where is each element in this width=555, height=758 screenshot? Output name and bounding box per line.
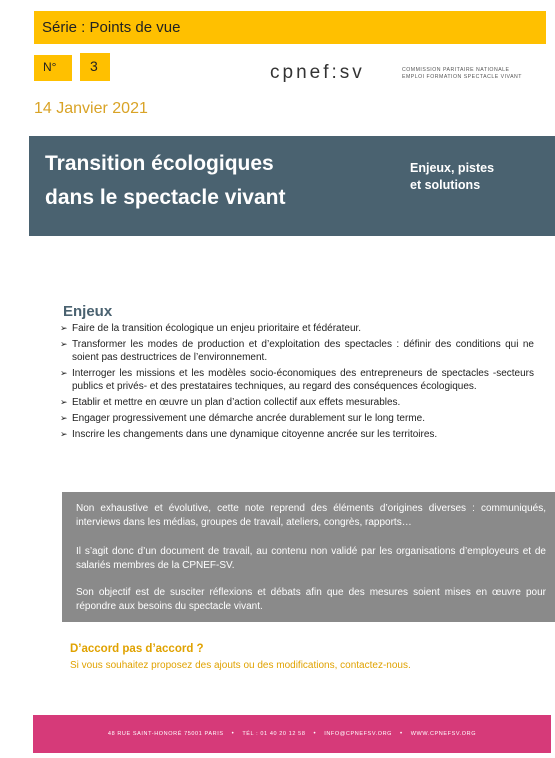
publication-date: 14 Janvier 2021 (34, 100, 148, 117)
document-subtitle-line-1: Enjeux, pistes (410, 161, 495, 175)
cpnef-logo-subtitle (402, 67, 522, 81)
list-item: ➢ Engager progressivement une démarche ancrée durablement sur le long terme. (60, 413, 425, 424)
enjeux-heading: Enjeux (63, 303, 113, 320)
arrow-bullet-icon: ➢ (60, 397, 68, 407)
footer-bar (33, 715, 551, 753)
arrow-bullet-icon: ➢ (60, 339, 68, 349)
note-paragraph-2: Il s’agit donc d’un document de travail, au contenu non validé par les organisations d’employeurs et de salariés membres de la CPNEF-SV. (76, 546, 546, 571)
arrow-bullet-icon: ➢ (60, 429, 68, 439)
feedback-heading: D’accord pas d’accord ? (70, 643, 204, 655)
footer-email[interactable]: INFO@CPNEFSV.ORG (324, 731, 393, 737)
enjeux-list (60, 322, 534, 444)
issue-number: 3 (90, 58, 98, 74)
list-item: ➢ Interroger les missions et les modèles socio-économiques des entrepreneurs de spectacles -secteurs publics et privés- et des prestataires techniques, au regard des conséquences écologiques. (60, 368, 534, 392)
footer-phone: TÉL : 01 40 20 12 58 (242, 731, 306, 737)
cpnef-logo: cpnef:sv (270, 62, 365, 83)
note-paragraph-1: Non exhaustive et évolutive, cette note reprend des éléments d’origines diverses : communiqués, interviews dans les médias, groupes de travail, ateliers, congrès, rapports… (76, 503, 546, 528)
footer-website[interactable]: WWW.CPNEFSV.ORG (410, 731, 477, 737)
list-item: ➢ Transformer les modes de production et d’exploitation des spectacles : définir des conditions qui ne soient pas destructrices de l’environnement. (60, 339, 534, 363)
feedback-text: Si vous souhaitez proposez des ajouts ou des modifications, contactez-nous. (70, 660, 411, 671)
arrow-bullet-icon: ➢ (60, 323, 68, 333)
arrow-bullet-icon: ➢ (60, 413, 68, 423)
separator-dot-icon: • (400, 731, 403, 737)
issue-number-label: N° (43, 60, 57, 74)
document-title-line-1: Transition écologiques (45, 152, 274, 175)
separator-dot-icon: • (231, 731, 235, 737)
list-item: ➢ Faire de la transition écologique un enjeu prioritaire et fédérateur. (60, 323, 362, 334)
issue-number-box (80, 53, 110, 81)
series-label: Série : Points de vue (42, 19, 181, 36)
document-subtitle-line-2: et solutions (410, 178, 481, 192)
logo-sub-line-1: COMMISSION PARITAIRE NATIONALE (402, 67, 510, 73)
logo-sub-line-2: EMPLOI FORMATION SPECTACLE VIVANT (402, 74, 522, 80)
arrow-bullet-icon: ➢ (60, 368, 68, 378)
note-paragraph-3: Son objectif est de susciter réflexions et débats afin que des mesures soient mises en œuvre pour répondre aux besoins du spectacle vivant. (76, 587, 546, 612)
list-item: ➢ Etablir et mettre en œuvre un plan d’action collectif aux effets mesurables. (60, 397, 401, 408)
footer-address: 48 RUE SAINT-HONORÉ 75001 PARIS (107, 731, 224, 737)
separator-dot-icon: • (313, 731, 317, 737)
issue-number-label-box (34, 55, 72, 81)
footer-contact-info (33, 715, 551, 753)
document-title-line-2: dans le spectacle vivant (45, 186, 286, 209)
list-item: ➢ Inscrire les changements dans une dynamique citoyenne ancrée sur les territoires. (60, 429, 438, 440)
